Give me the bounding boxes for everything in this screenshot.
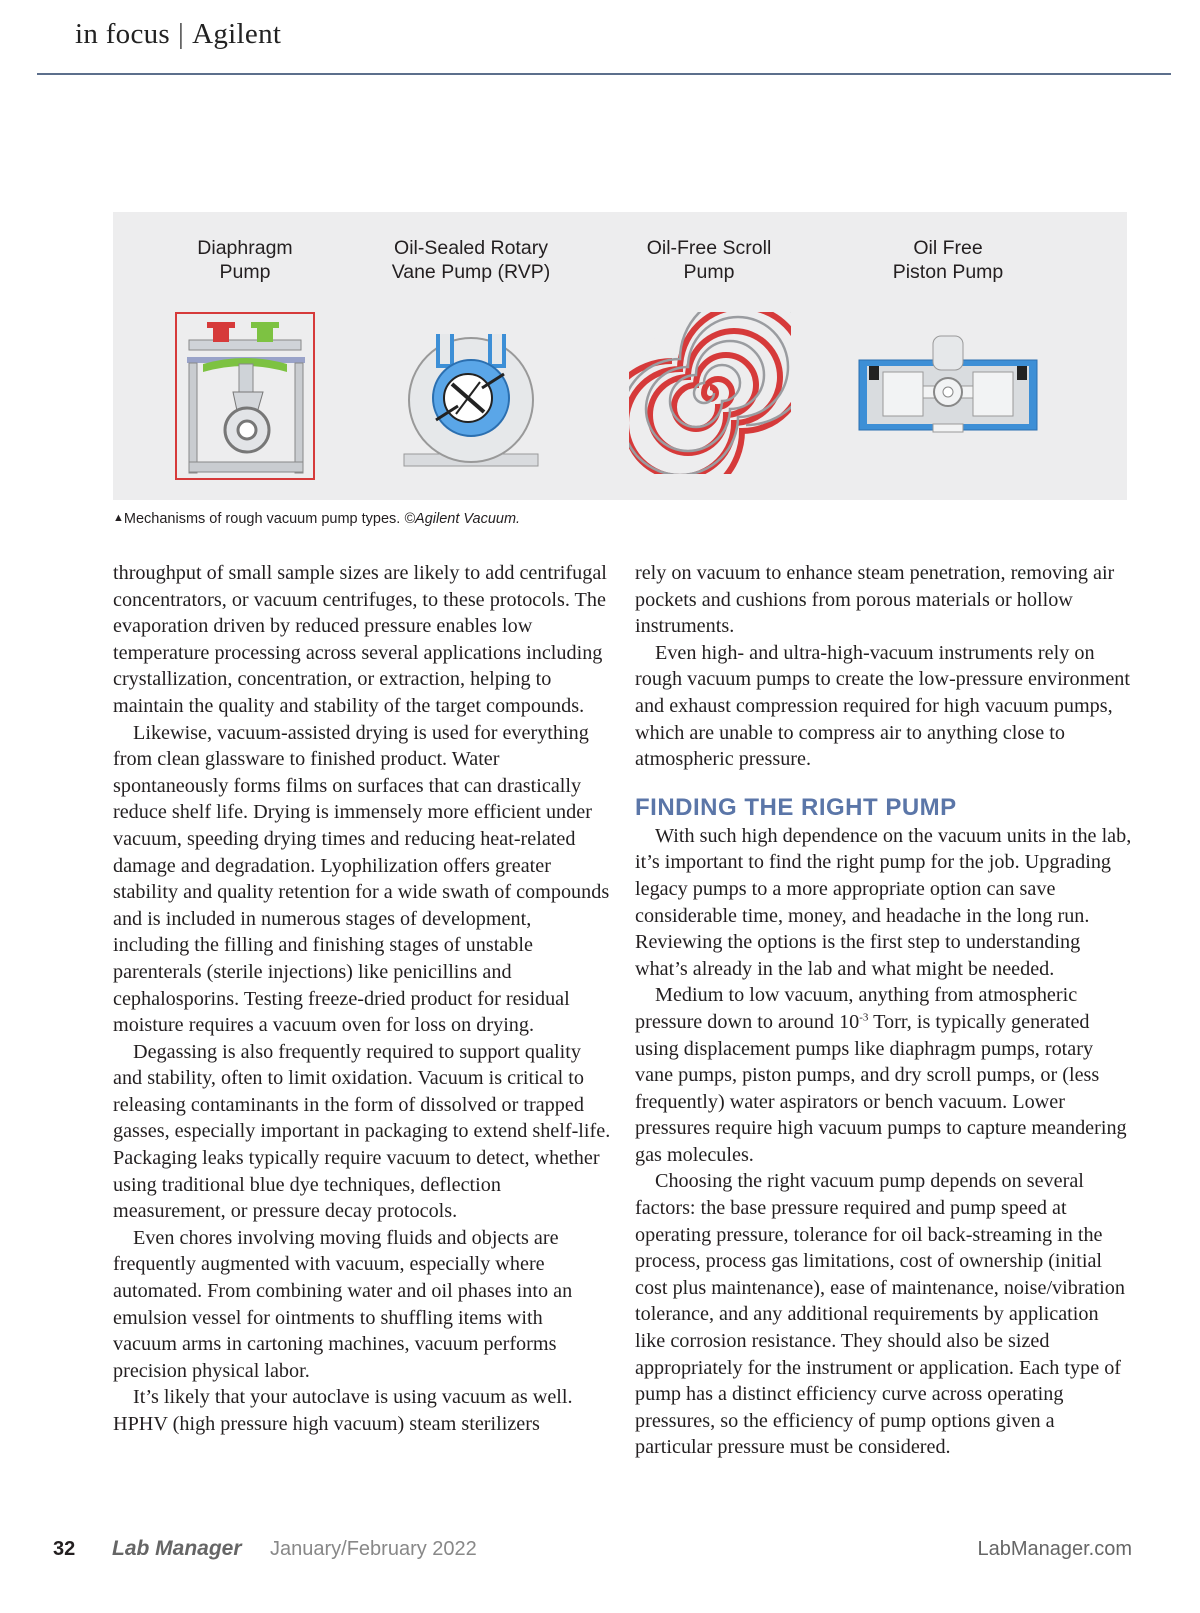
pump-piston: [853, 236, 1043, 442]
magazine-name: Lab Manager: [112, 1537, 242, 1560]
paragraph-text: Medium to low vacuum, anything from atmospheric pressure down to around 10: [635, 984, 1078, 1033]
exponent: -3: [859, 1011, 869, 1024]
paragraph: Likewise, vacuum-assisted drying is used for everything from clean glassware to finished product. Water spontaneously forms films on surfaces that can drastically reduce shelf life. Drying is immensely more efficient under vacuum, speeding drying times and reducing heat-related damage and degradation. Lyophilization offers greater stability and quality retention for a wide swath of compounds and is included in numerous stages of development, including the filling and finishing stages of unstable parenterals (sterile injections) like penicillins and cephalosporins. Testing freeze-dried product for residual moisture requires a vacuum oven for loss on drying.: [113, 721, 610, 1037]
paragraph: [635, 982, 1133, 1168]
pump-diaphragm: [175, 236, 315, 482]
left-column: [113, 560, 611, 1438]
website-link[interactable]: LabManager.com: [977, 1538, 1132, 1560]
pump-label: Oil Free Piston Pump: [892, 237, 1004, 283]
paragraph: Even high- and ultra-high-vacuum instruments rely on rough vacuum pumps to create the low-pressure environment and exhaust compression required for high vacuum pumps, which are unable to compress air to anything close to atmospheric pressure.: [635, 641, 1131, 771]
pump-scroll: [629, 236, 789, 474]
header-section: in focus: [75, 18, 171, 50]
paragraph: Degassing is also frequently required to support quality and stability, often to limit oxidation. Vacuum is critical to releasing contaminants in the form of dissolved or trapped gasses, especially important in packaging to extend shelf-life. Packaging leaks typically require vacuum to detect, whether using traditional blue dye techniques, deflection measurement, or pressure decay protocols.: [113, 1040, 611, 1223]
issue-date: January/February 2022: [270, 1538, 477, 1560]
piston-pump-icon: [853, 332, 1043, 442]
header-brand: Agilent: [192, 18, 282, 50]
pump-rotary-vane: [381, 236, 561, 472]
right-column: [635, 560, 1133, 1461]
pump-label: Diaphragm Pump: [197, 237, 293, 283]
paragraph: throughput of small sample sizes are likely to add centrifugal concentrators, or vacuum centrifuges, to these protocols. The evaporation driven by reduced pressure enables low temperature processing across several applications including crystallization, concentration, or extraction, helping to maintain the quality and stability of the target compounds.: [113, 562, 607, 717]
page-footer: [0, 1538, 1200, 1578]
caption-credit: ©Agilent Vacuum.: [404, 511, 521, 527]
scroll-pump-icon: [629, 312, 791, 474]
paragraph: It’s likely that your autoclave is using vacuum as well. HPHV (high pressure high vacuum) steam sterilizers: [113, 1386, 573, 1435]
rotary-vane-pump-icon: [396, 312, 546, 472]
caption-marker: ▲: [113, 512, 124, 524]
paragraph: With such high dependence on the vacuum units in the lab, it’s important to find the right pump for the job. Upgrading legacy pumps to a more appropriate option can save considerable time, money, and headache in the long run. Reviewing the options is the first step to understanding what’s already in the lab and what might be needed.: [635, 824, 1132, 980]
page-number: 32: [53, 1538, 76, 1560]
paragraph: rely on vacuum to enhance steam penetration, removing air pockets and cushions from porous materials or hollow instruments.: [635, 562, 1115, 638]
diaphragm-pump-icon: [175, 312, 315, 482]
section-heading: FINDING THE RIGHT PUMP: [635, 793, 957, 821]
header-rule: [37, 73, 1171, 75]
paragraph-text: Torr, is typically generated using displacement pumps like diaphragm pumps, rotary vane pumps, piston pumps, and dry scroll pumps, or (less frequently) water aspirators or bench vacuum. Lower pressures require high vacuum pumps to capture meandering gas molecules.: [635, 1010, 1127, 1166]
pump-label: Oil-Sealed Rotary Vane Pump (RVP): [391, 237, 551, 283]
running-header: [75, 18, 281, 51]
figure-caption: [113, 511, 520, 527]
pump-figure: [113, 212, 1127, 500]
pump-label: Oil-Free Scroll Pump: [646, 237, 772, 283]
paragraph: Choosing the right vacuum pump depends on several factors: the base pressure required and pump speed at operating pressure, tolerance for oil back-streaming in the process, process gas limitations, cost of ownership (initial cost plus maintenance), ease of maintenance, noise/vibration tolerance, and any additional requirements by application like corrosion resistance. They should also be sized appropriately for the instrument or application. Each type of pump has a distinct efficiency curve across operating pressures, so the efficiency of pump options given a particular pressure must be considered.: [635, 1170, 1125, 1459]
header-separator: |: [178, 18, 185, 50]
caption-text: Mechanisms of rough vacuum pump types.: [123, 511, 405, 527]
paragraph: Even chores involving moving fluids and objects are frequently augmented with vacuum, especially where automated. From combining water and oil phases into an emulsion vessel for ointments to shuffling items with vacuum arms in cartoning machines, vacuum performs precision physical labor.: [113, 1226, 573, 1382]
